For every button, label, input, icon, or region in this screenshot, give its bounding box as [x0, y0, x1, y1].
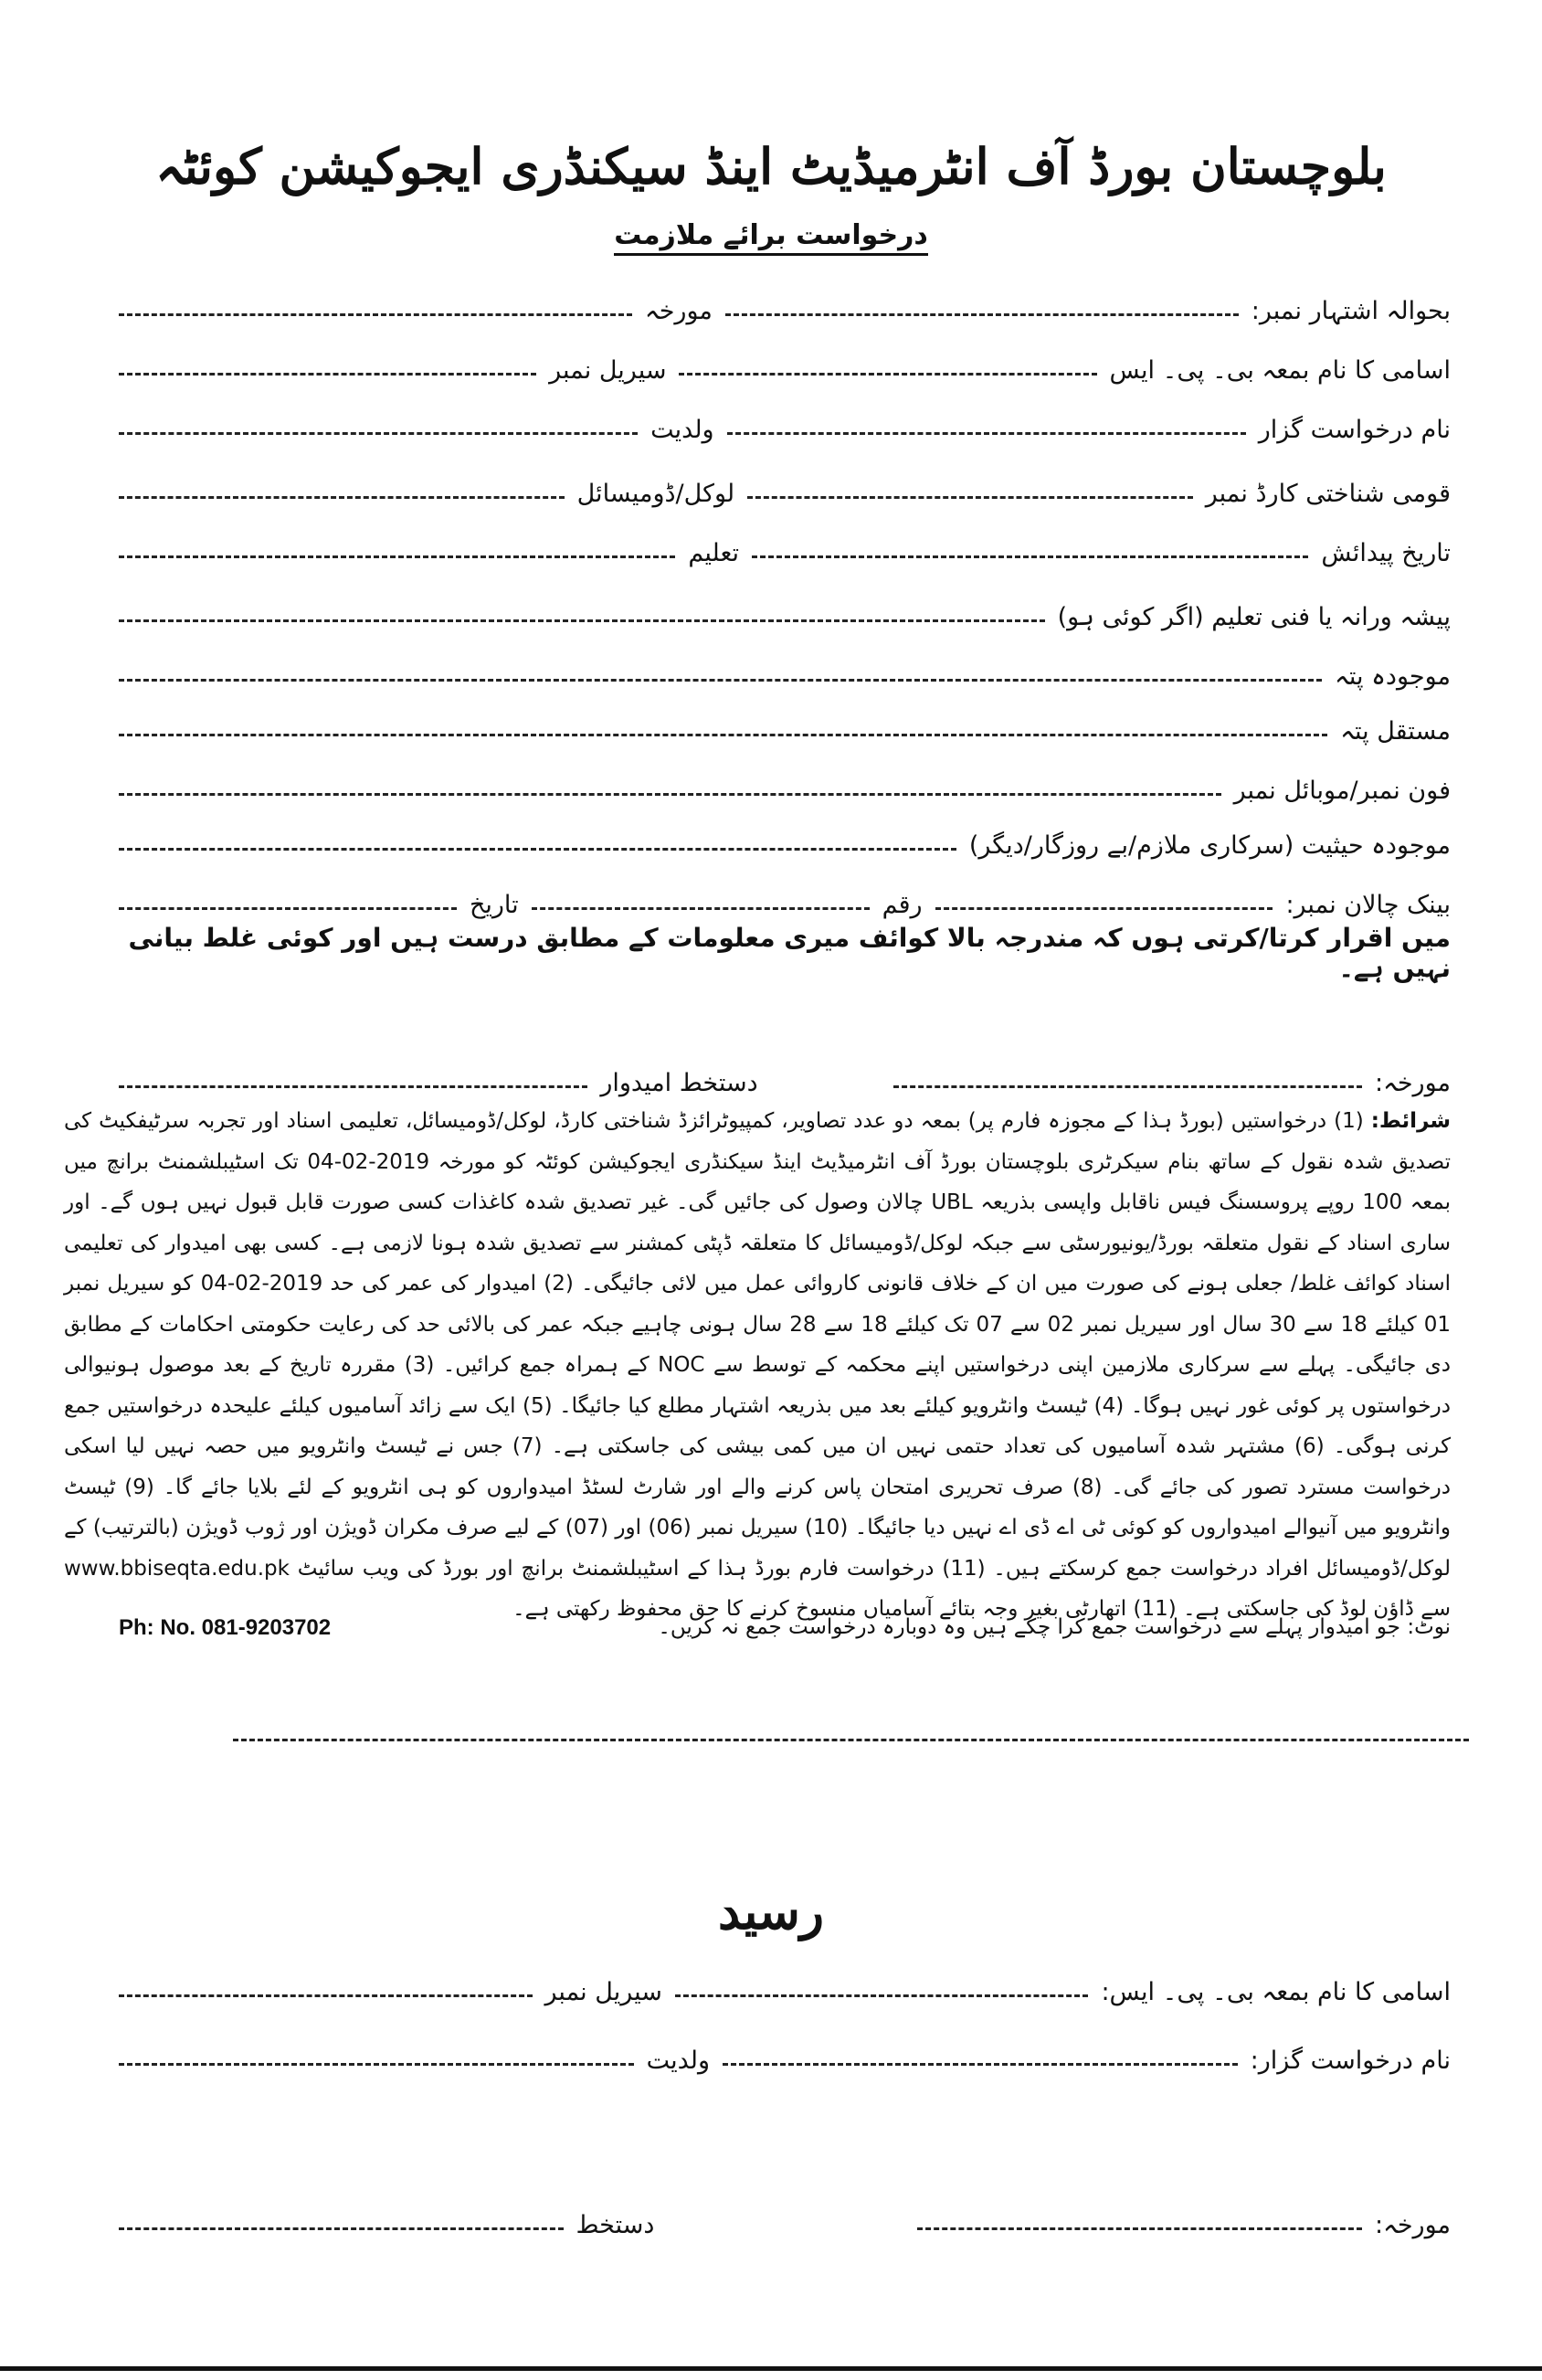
receipt-post-field[interactable]	[675, 1994, 1089, 1997]
domicile-label: لوکل/ڈومیسائل	[576, 480, 735, 508]
terms-line: سے 28 سال ہونی چاہیے جبکہ عمر کی بالائی حد کی رعایت حکومتی احکامات کے مطابق دی جائیگی۔ پہلے سے سرکاری ملازمین اپنی درخواستیں اپنے محکمہ کے توسط سے NOC کے ہمراہ جمع کرائیں۔ (3) مقررہ تاریخ	[64, 1312, 1452, 1377]
post-name-label: اسامی کا نام بمعہ بی۔ پی۔ ایس	[1109, 356, 1451, 385]
form-subtitle	[0, 219, 1542, 251]
status-field[interactable]	[119, 847, 956, 851]
permanent-address-row	[119, 694, 1451, 746]
cnic-row	[119, 457, 1451, 508]
permanent-address-label: مستقل پتہ	[1340, 717, 1451, 746]
status-row	[119, 809, 1451, 860]
post-name-field[interactable]	[679, 372, 1096, 376]
dob-row	[119, 516, 1451, 567]
receipt-name-label: نام درخواست گزار:	[1250, 2047, 1451, 2075]
present-address-field[interactable]	[119, 678, 1322, 682]
receipt-signature-field[interactable]	[119, 2227, 564, 2230]
status-label: موجودہ حیثیت (سرکاری ملازم/بے روزگار/دیگر)	[968, 831, 1451, 860]
serial-no-field[interactable]	[119, 372, 536, 376]
challan-row	[119, 868, 1451, 919]
receipt-title: رسید	[718, 1882, 824, 1941]
father-name-field[interactable]	[119, 431, 638, 435]
terms-line: (بالترتیب) کے لوکل/ڈومیسائل افراد درخواست جمع کرسکتے ہیں۔ (11) درخواست فارم بورڈ ہذا کے اسٹیبلشمنٹ برانچ اور بورڈ کی ویب سائیٹ www.bbiseqta.edu.pk سے ڈاؤن لوڈ کی جاسکتی ہے۔	[64, 1516, 1451, 1621]
terms-line: (1) درخواستیں (بورڈ ہذا کے مجوزہ فارم پر) بمعہ دو عدد تصاویر، کمپیوٹرائزڈ شناختی کارڈ، لوکل/ڈومیسائل، تعلیمی اسناد اور تجربہ سرٹیفکیٹ کی تصدیق شدہ نقول کے ساتھ بنام سیکرٹری بلوچستان بورڈ آف	[64, 1109, 1451, 1174]
cnic-label: قومی شناختی کارڈ نمبر	[1205, 480, 1451, 508]
ad-date-field[interactable]	[119, 312, 632, 316]
phone-row	[119, 754, 1451, 805]
terms-line: انٹرمیڈیٹ اینڈ سیکنڈری ایجوکیشن کوئٹہ کو مورخہ 2019-02-04 تک اسٹیبلشمنٹ برانچ میں بمعہ 100 روپے پروسسنگ فیس ناقابل واپسی بذریعہ UBL چالان وصول کی جائیں گی۔ غیر تصدیق شدہ	[64, 1149, 1451, 1214]
terms-line: کی تعداد حتمی نہیں ان میں کمی بیشی کی جاسکتی ہے۔ (7) جس نے ٹیسٹ وانٹرویو میں حصہ نہیں لیا اسکی درخواست مسترد تصور کی جائے گی۔ (8) صرف تحریری امتحان پاس کرنے والے اور شارٹ لسٹڈ امیدواروں کو ہی	[64, 1434, 1452, 1499]
education-label: تعلیم	[688, 539, 739, 567]
signature-label: دستخط امیدوار	[600, 1069, 758, 1097]
challan-date-field[interactable]	[119, 906, 457, 910]
professional-row	[119, 580, 1451, 631]
domicile-field[interactable]	[119, 495, 565, 499]
receipt-father-field[interactable]	[119, 2062, 634, 2066]
terms-line: کے بعد موصول ہونیوالی درخواستوں پر کوئی غور نہیں ہوگا۔ (4) ٹیسٹ وانٹرویو کیلئے بعد میں بذریعہ اشتہار مطلع کیا جائیگا۔ (5) ایک سے زائد آسامیوں کیلئے علیحدہ درخواستیں جمع کرنی ہوگی۔ (6) مشتہر شدہ آسامیوں	[64, 1353, 1452, 1458]
receipt-name-row	[119, 2024, 1451, 2075]
receipt-date-label: مورخہ:	[1374, 2211, 1451, 2239]
subtitle-text: درخواست برائے ملازمت	[614, 219, 928, 256]
receipt-name-field[interactable]	[723, 2062, 1238, 2066]
professional-field[interactable]	[119, 619, 1045, 622]
phone-field[interactable]	[119, 792, 1221, 796]
receipt-date-field[interactable]	[917, 2227, 1362, 2230]
present-address-label: موجودہ پتہ	[1335, 662, 1451, 691]
receipt-post-row	[119, 1955, 1451, 2006]
terms-line: جعلی ہونے کی صورت میں ان کے خلاف قانونی کاروائی عمل میں لائی جائیگی۔ (2) امیدوار کی عمر کی حد 2019-02-04 کو سیریل نمبر 01 کیلئے 18 سے 30 سال اور سیریل نمبر 02 سے 07 تک کیلئے 18	[64, 1272, 1452, 1337]
present-address-row	[119, 640, 1451, 691]
post-row	[119, 333, 1451, 385]
applicant-name-label: نام درخواست گزار	[1258, 416, 1451, 444]
permanent-address-field[interactable]	[119, 733, 1327, 736]
ad-ref-label: بحوالہ اشتہار نمبر:	[1251, 297, 1451, 325]
amount-label: رقم	[882, 891, 923, 919]
date-label: مورخہ:	[1374, 1069, 1451, 1097]
applicant-name-field[interactable]	[727, 431, 1246, 435]
challan-field[interactable]	[935, 906, 1273, 910]
challan-date-label: تاریخ	[469, 891, 519, 919]
dob-label: تاریخ پیدائش	[1321, 539, 1451, 567]
signature-row	[119, 1046, 1451, 1097]
education-field[interactable]	[119, 555, 675, 558]
bottom-border	[0, 2366, 1542, 2371]
note-row	[119, 1615, 1451, 1641]
father-name-label: ولدیت	[650, 416, 714, 444]
terms-block	[64, 1101, 1451, 1630]
challan-label: بینک چالان نمبر:	[1285, 891, 1451, 919]
phone-label: فون نمبر/موبائل نمبر	[1233, 777, 1451, 805]
cnic-field[interactable]	[747, 495, 1193, 499]
terms-heading: شرائط:	[1370, 1109, 1451, 1133]
receipt-father-label: ولدیت	[646, 2047, 711, 2075]
terms-line: (11) اتھارٹی بغیر وجہ بتائے آسامیاں منسوخ کرنے کا حق محفوظ رکھتی ہے۔	[512, 1597, 1177, 1621]
declaration-text: میں اقرار کرتا/کرتی ہوں کہ مندرجہ بالا کوائف میری معلومات کے مطابق درست ہیں اور کوئی غلط بیانی نہیں ہے۔	[128, 923, 1451, 983]
amount-field[interactable]	[532, 906, 870, 910]
ad-ref-field[interactable]	[725, 312, 1239, 316]
professional-label: پیشہ ورانہ یا فنی تعلیم (اگر کوئی ہو)	[1057, 603, 1451, 631]
terms-line: کاغذات کسی صورت قابل قبول نہیں ہوں گے۔ اور ساری اسناد کے نقول متعلقہ بورڈ/یونیورسٹی سے جبکہ لوکل/ڈومیسائل کا متعلقہ ڈپٹی کمشنر سے تصدیق شدہ ہونا لازمی ہے۔ کسی بھی امیدوار کی تعلیمی اسناد کوائف غلط/	[64, 1190, 1451, 1296]
note-text: نوٹ: جو امیدوار پہلے سے درخواست جمع کرا چکے ہیں وہ دوبارہ درخواست جمع نہ کریں۔	[658, 1615, 1451, 1639]
phone-number: Ph: No. 081-9203702	[119, 1615, 332, 1640]
receipt-sign-row	[119, 2188, 1451, 2239]
receipt-serial-field[interactable]	[119, 1994, 533, 1997]
cut-line	[233, 1739, 1469, 1741]
ad-ref-row	[119, 274, 1451, 325]
serial-no-label: سیریل نمبر	[549, 356, 667, 385]
date-field[interactable]	[893, 1084, 1362, 1088]
terms-line: انٹرویو کے لئے بلایا جائے گا۔ (9) ٹیسٹ وانٹرویو میں آنیوالے امیدواروں کو کوئی ٹی اے ڈی اے نہیں دیا جائیگا۔ (10) سیریل نمبر (06) اور (07) کے لیے صرف مکران ڈویژن اور ژوب ڈویژن	[64, 1475, 1451, 1539]
ad-date-label: مورخہ	[644, 297, 713, 325]
receipt-serial-label: سیریل نمبر	[544, 1978, 662, 2006]
name-row	[119, 393, 1451, 444]
board-title: بلوچستان بورڈ آف انٹرمیڈیٹ اینڈ سیکنڈری ایجوکیشن کوئٹہ	[155, 137, 1387, 196]
receipt-post-label: اسامی کا نام بمعہ بی۔ پی۔ ایس:	[1101, 1978, 1451, 2006]
dob-field[interactable]	[752, 555, 1308, 558]
signature-field[interactable]	[119, 1084, 587, 1088]
receipt-signature-label: دستخط	[576, 2211, 655, 2239]
